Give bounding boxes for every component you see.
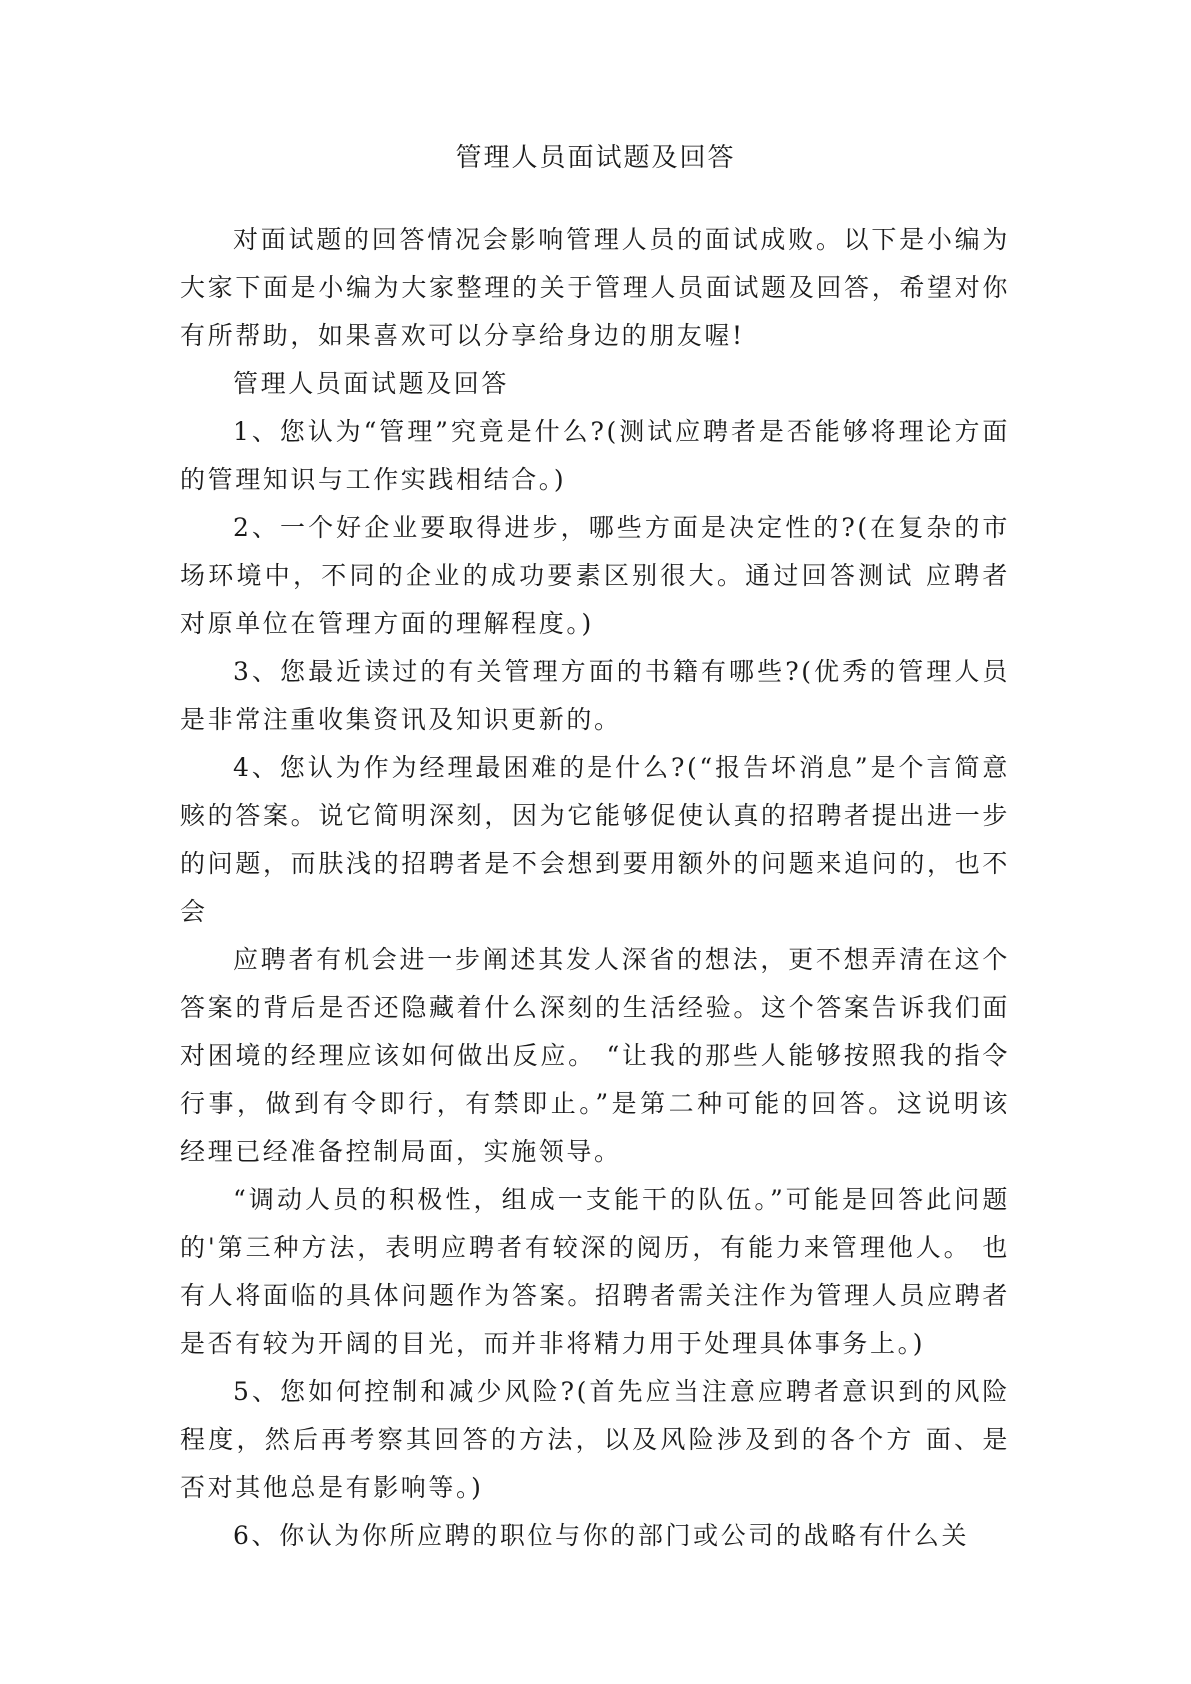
paragraph-question-5: 5、您如何控制和减少风险?(首先应当注意应聘者意识到的风险程度，然后再考察其回答的方法，以及风险涉及到的各个方 面、是否对其他总是有影响等。) [180, 1377, 1010, 1502]
paragraph-question-2: 2、一个好企业要取得进步，哪些方面是决定性的?(在复杂的市场环境中，不同的企业的成功要素区别很大。通过回答测试 应聘者对原单位在管理方面的理解程度。) [180, 513, 1010, 638]
paragraph-question-1: 1、您认为“管理”究竟是什么?(测试应聘者是否能够将理论方面的管理知识与工作实践相结合。) [180, 417, 1010, 494]
paragraph-intro: 对面试题的回答情况会影响管理人员的面试成败。以下是小编为大家下面是小编为大家整理的关于管理人员面试题及回答，希望对你有所帮助，如果喜欢可以分享给身边的朋友喔! [180, 225, 1010, 350]
paragraph-question-3: 3、您最近读过的有关管理方面的书籍有哪些?(优秀的管理人员是非常注重收集资讯及知识更新的。 [180, 657, 1010, 734]
document-body [180, 216, 1010, 1560]
paragraph-question-4: 4、您认为作为经理最困难的是什么?(“报告坏消息”是个言简意赅的答案。说它简明深刻，因为它能够促使认真的招聘者提出进一步的问题，而肤浅的招聘者是不会想到要用额外的问题来追问的，也不会 [180, 753, 1010, 926]
paragraph-question-4-continued: 应聘者有机会进一步阐述其发人深省的想法，更不想弄清在这个答案的背后是否还隐藏着什么深刻的生活经验。这个答案告诉我们面对困境的经理应该如何做出反应。 “让我的那些人能够按照我的指令行事，做到有令即行，有禁即止。”是第二种可能的回答。这说明该经理已经准备控制局面，实施领导。 [180, 945, 1010, 1166]
paragraph-question-4-third-answer: “调动人员的积极性，组成一支能干的队伍。”可能是回答此问题的'第三种方法，表明应聘者有较深的阅历，有能力来管理他人。 也有人将面临的具体问题作为答案。招聘者需关注作为管理人员应聘者是否有较为开阔的目光，而并非将精力用于处理具体事务上。) [180, 1185, 1010, 1358]
paragraph-question-6: 6、你认为你所应聘的职位与你的部门或公司的战略有什么关 [233, 1521, 970, 1550]
paragraph-subheading: 管理人员面试题及回答 [233, 369, 510, 398]
document-title: 管理人员面试题及回答 [455, 143, 736, 173]
